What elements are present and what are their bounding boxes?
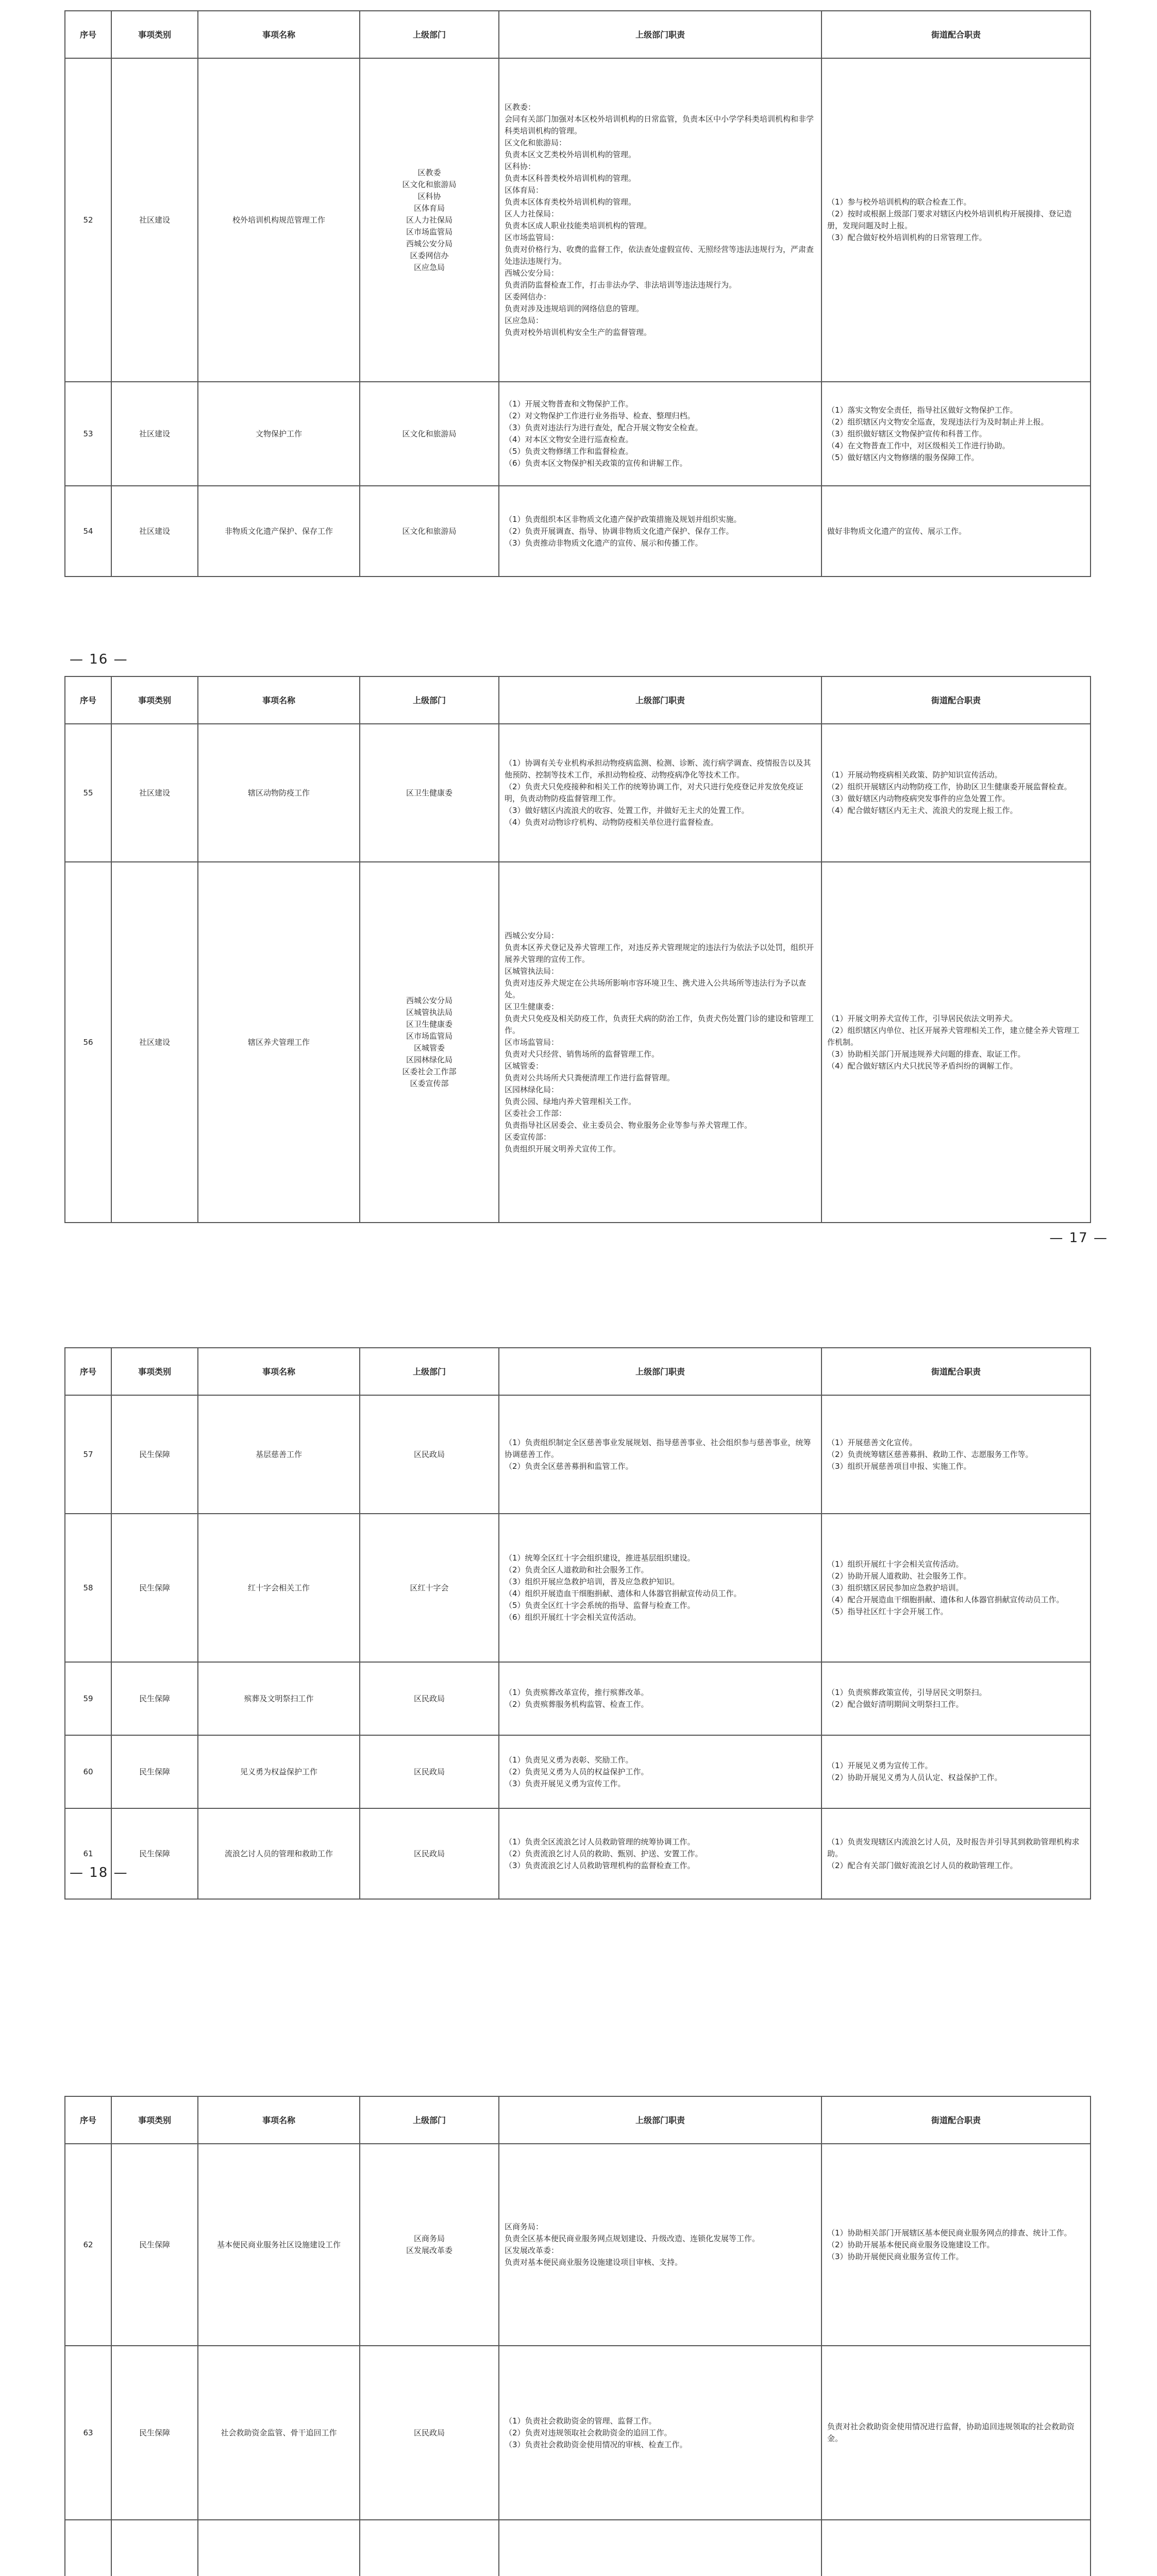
text-line: （3）组织做好辖区文物保护宣传和科普工作。: [827, 429, 987, 438]
text-line: （1）开展文物普查和文物保护工作。: [505, 399, 633, 409]
text-line: 区委宣传部: [410, 1079, 449, 1088]
text-line: 区园林绿化局: [406, 1055, 452, 1064]
row-number-cell: 60: [65, 1735, 111, 1808]
text-line: （1）负责殡葬政策宣传，引导居民文明祭扫。: [827, 1688, 987, 1697]
text-line: 区教委: [417, 167, 441, 177]
category-cell: 社区建设: [111, 724, 198, 862]
text-line: （1）落实文物安全责任，指导社区做好文物保护工作。: [827, 405, 1018, 415]
superior-duty-cell: [499, 58, 821, 382]
table-row: [65, 724, 1091, 862]
text-line: （3）做好辖区内流浪犬的收容、处置工作，并做好无主犬的处置工作。: [505, 806, 749, 815]
street-duty-cell: [821, 2144, 1091, 2346]
text-line: 西城公安分局：: [505, 268, 559, 278]
text-line: 区文化和旅游局: [402, 429, 457, 438]
text-line: （2）协助开展基本便民商业服务设施建设工作。: [827, 2240, 995, 2249]
category-cell: 民生保障: [111, 1808, 198, 1899]
superior-duty-cell: [499, 2144, 821, 2346]
text-line: （3）负责流浪乞讨人员救助管理机构的监督检查工作。: [505, 1860, 695, 1870]
street-duty-cell: [821, 724, 1091, 862]
table-row: [65, 1662, 1091, 1735]
text-line: （2）协助开展见义勇为人员认定、权益保护工作。: [827, 1773, 1002, 1782]
text-line: 负责组织开展文明养犬宣传工作。: [505, 1144, 621, 1154]
text-line: （3）协助开展便民商业服务宣传工作。: [827, 2251, 964, 2261]
column-header: 事项类别: [111, 2096, 198, 2144]
text-line: 区发展改革委：: [505, 2246, 559, 2255]
column-header: 序号: [65, 2096, 111, 2144]
row-number-cell: 53: [65, 382, 111, 486]
page-number: — 18 —: [70, 1865, 128, 1880]
superior-duty-cell: [499, 1808, 821, 1899]
text-line: （3）做好辖区内动物疫病突发事件的应急处置工作。: [827, 794, 1010, 803]
column-header: 上级部门: [360, 676, 499, 724]
table-row: [65, 862, 1091, 1223]
street-duty-cell: [821, 1514, 1091, 1662]
text-line: 负责本区成人职业技能类培训机构的管理。: [505, 221, 652, 230]
text-line: （2）负责统筹辖区慈善募捐、救助工作、志愿服务工作等。: [827, 1449, 1033, 1459]
row-number-cell: 52: [65, 58, 111, 382]
text-line: 负责本区文艺类校外培训机构的管理。: [505, 150, 636, 159]
text-line: （3）负责推动非物质文化遗产的宣传、展示和传播工作。: [505, 538, 703, 548]
category-cell: 民生保障: [111, 1395, 198, 1514]
text-line: 西城公安分局：: [505, 930, 559, 940]
item-name-cell: 社会救助资金监管、骨干追回工作: [198, 2346, 360, 2520]
column-header: 街道配合职责: [821, 676, 1091, 724]
text-line: 区市场监管局: [406, 227, 452, 236]
text-line: （2）按时或根据上级部门要求对辖区内校外培训机构开展摸排、登记造册，发现问题及时上报。: [827, 209, 1072, 230]
column-header: 上级部门职责: [499, 1348, 821, 1395]
text-line: （5）负责全区红十字会系统的指导、监督与检查工作。: [505, 1601, 695, 1610]
text-line: 做好非物质文化遗产的宣传、展示工作。: [827, 526, 967, 536]
row-number-cell: 55: [65, 724, 111, 862]
street-duty-cell: [821, 2346, 1091, 2520]
street-duty-cell: [821, 1662, 1091, 1735]
responsibility-table: [64, 1347, 1091, 1900]
text-line: 区科协: [417, 191, 441, 201]
text-line: （1）负责社会救助资金的管理、监督工作。: [505, 2416, 657, 2426]
street-duty-cell: [821, 58, 1091, 382]
table-row: [65, 2144, 1091, 2346]
superior-duty-cell: [499, 724, 821, 862]
table-row: [65, 382, 1091, 486]
text-line: 区城管执法局: [406, 1008, 452, 1017]
text-line: 区城管委: [413, 1043, 445, 1053]
text-line: （2）负责开展调查、指导、协调非物质文化遗产保护、保存工作。: [505, 526, 734, 536]
text-line: 区科协：: [505, 162, 536, 171]
street-duty-cell: [821, 862, 1091, 1223]
text-line: （4）配合做好辖区内犬只扰民等矛盾纠纷的调解工作。: [827, 1061, 1018, 1071]
text-line: 负责对违反养犬规定在公共场所影响市容环境卫生、携犬进入公共场所等违法行为予以查处。: [505, 978, 807, 999]
text-line: 区委网信办：: [505, 292, 551, 301]
table-row: [65, 2346, 1091, 2520]
text-line: 负责对价格行为、收费的监督工作，依法查处虚假宣传、无照经营等违法违规行为，严肃查处违法违规行为。: [505, 245, 814, 266]
column-header: 事项类别: [111, 11, 198, 58]
text-line: 区发展改革委: [406, 2246, 452, 2255]
text-line: 区商务局: [413, 2234, 445, 2243]
text-line: 负责全区基本便民商业服务网点规划建设、升级改造、连锁化发展等工作。: [505, 2234, 760, 2243]
text-line: （2）对文物保护工作进行业务指导、检查、整理归档。: [505, 411, 695, 420]
text-line: 负责对校外培训机构安全生产的监督管理。: [505, 328, 652, 337]
text-line: （3）配合做好校外培训机构的日常管理工作。: [827, 233, 987, 242]
row-number-cell: 59: [65, 1662, 111, 1735]
text-line: 区民政局: [413, 1693, 445, 1703]
text-line: 区卫生健康委：: [505, 1002, 559, 1011]
text-line: （3）组织开展慈善项目申报、实施工作。: [827, 1461, 971, 1471]
text-line: 区民政局: [413, 1449, 445, 1459]
text-line: 区城管执法局：: [505, 966, 559, 976]
row-number-cell: 54: [65, 486, 111, 577]
column-header: 事项名称: [198, 676, 360, 724]
responsibility-table: [64, 10, 1091, 577]
superior-dept-cell: [360, 1514, 499, 1662]
superior-dept-cell: [360, 2520, 499, 2576]
row-number-cell: [65, 2520, 111, 2576]
text-line: （4）在文物普查工作中，对区级相关工作进行协助。: [827, 440, 1010, 450]
text-line: （1）开展慈善文化宣传。: [827, 1437, 917, 1447]
text-line: （2）负责全区慈善募捐和监管工作。: [505, 1461, 633, 1471]
superior-duty-cell: [499, 382, 821, 486]
column-header: 上级部门: [360, 1348, 499, 1395]
category-cell: 民生保障: [111, 1735, 198, 1808]
text-line: 区委社会工作部: [402, 1067, 457, 1076]
text-line: （3）协助相关部门开展违规养犬问题的排查、取证工作。: [827, 1049, 1026, 1059]
superior-dept-cell: [360, 2346, 499, 2520]
text-line: （5）指导社区红十字会开展工作。: [827, 1606, 948, 1616]
item-name-cell: 非物质文化遗产保护、保存工作: [198, 486, 360, 577]
superior-duty-cell: [499, 1662, 821, 1735]
text-line: 负责对社会救助资金使用情况进行监督，协助追回违规领取的社会救助资金。: [827, 2422, 1075, 2443]
text-line: 区体育局：: [505, 185, 544, 195]
text-line: 区园林绿化局：: [505, 1084, 559, 1094]
text-line: （1）协调有关专业机构承担动物疫病监测、检测、诊断、流行病学调查、疫情报告以及其他预防、控制等技术工作，承担动物检疫、动物疫病净化等技术工作。: [505, 758, 811, 779]
column-header: 事项名称: [198, 2096, 360, 2144]
text-line: （1）统筹全区红十字会组织建设，推进基层组织建设。: [505, 1553, 695, 1563]
text-line: 负责对涉及违规培训的网络信息的管理。: [505, 304, 644, 313]
text-line: （2）组织辖区内单位、社区开展养犬管理相关工作，建立健全养犬管理工作机制。: [827, 1025, 1080, 1047]
text-line: （2）负责全区人道救助和社会服务工作。: [505, 1565, 649, 1574]
item-name-cell: 文物保护工作: [198, 382, 360, 486]
text-line: （2）负责犬只免疫接种和相关工作的统筹协调工作，对犬只进行免疫登记并发放免疫证明，负责动物防疫监督管理工作。: [505, 782, 803, 803]
text-line: 西城公安分局: [406, 996, 452, 1005]
text-line: 区民政局: [413, 1767, 445, 1776]
street-duty-cell: [821, 2520, 1091, 2576]
text-line: 负责公园、绿地内养犬管理相关工作。: [505, 1096, 636, 1106]
row-number-cell: 62: [65, 2144, 111, 2346]
table-row: [65, 1395, 1091, 1514]
text-line: 区民政局: [413, 2428, 445, 2437]
table-header-row: [65, 11, 1091, 58]
superior-dept-cell: [360, 1662, 499, 1735]
item-name-cell: 流浪乞讨人员的管理和救助工作: [198, 1808, 360, 1899]
text-line: 负责对公共场所犬只粪便清理工作进行监督管理。: [505, 1073, 675, 1082]
street-duty-cell: [821, 1395, 1091, 1514]
superior-dept-cell: [360, 724, 499, 862]
table-header-row: [65, 2096, 1091, 2144]
superior-duty-cell: [499, 2520, 821, 2576]
item-name-cell: 红十字会相关工作: [198, 1514, 360, 1662]
street-duty-cell: [821, 1808, 1091, 1899]
text-line: （1）负责发现辖区内流浪乞讨人员，及时报告并引导其到救助管理机构求助。: [827, 1837, 1080, 1858]
responsibility-table: [64, 2096, 1091, 2576]
item-name-cell: 见义勇为权益保护工作: [198, 1735, 360, 1808]
superior-duty-cell: [499, 1395, 821, 1514]
item-name-cell: 辖区养犬管理工作: [198, 862, 360, 1223]
text-line: 区民政局: [413, 1849, 445, 1858]
item-name-cell: 殡葬及文明祭扫工作: [198, 1662, 360, 1735]
table-row: [65, 58, 1091, 382]
table-row: [65, 2520, 1091, 2576]
street-duty-cell: [821, 382, 1091, 486]
superior-duty-cell: [499, 2346, 821, 2520]
column-header: 事项类别: [111, 676, 198, 724]
item-name-cell: [198, 2520, 360, 2576]
text-line: （1）开展文明养犬宣传工作，引导居民依法文明养犬。: [827, 1013, 1018, 1023]
item-name-cell: 校外培训机构规范管理工作: [198, 58, 360, 382]
text-line: （1）负责全区流浪乞讨人员救助管理的统筹协调工作。: [505, 1837, 695, 1846]
text-line: （4）负责对动物诊疗机构、动物防疫相关单位进行监督检查。: [505, 818, 718, 827]
text-line: （1）参与校外培训机构的联合检查工作。: [827, 197, 971, 207]
street-duty-cell: [821, 486, 1091, 577]
text-line: 区红十字会: [410, 1583, 449, 1592]
text-line: 负责本区养犬登记及养犬管理工作，对违反养犬管理规定的违法行为依法予以处罚，组织开展养犬管理的宣传工作。: [505, 942, 814, 964]
text-line: （1）开展动物疫病相关政策、防护知识宣传活动。: [827, 770, 1002, 779]
superior-dept-cell: [360, 862, 499, 1223]
superior-dept-cell: [360, 2144, 499, 2346]
row-number-cell: 56: [65, 862, 111, 1223]
text-line: （4）对本区文物安全进行巡查检查。: [505, 435, 633, 444]
row-number-cell: 61: [65, 1808, 111, 1899]
superior-dept-cell: [360, 486, 499, 577]
text-line: 区委宣传部：: [505, 1132, 551, 1142]
text-line: 区人力社保局: [406, 215, 452, 225]
category-cell: 民生保障: [111, 1514, 198, 1662]
category-cell: 民生保障: [111, 2144, 198, 2346]
column-header: 街道配合职责: [821, 2096, 1091, 2144]
text-line: （1）负责殡葬改革宣传，推行殡葬改革。: [505, 1688, 649, 1697]
text-line: （1）协助相关部门开展辖区基本便民商业服务网点的排查、统计工作。: [827, 2228, 1072, 2238]
row-number-cell: 57: [65, 1395, 111, 1514]
table-row: [65, 1735, 1091, 1808]
page-number: — 16 —: [70, 652, 128, 667]
text-line: （3）组织辖区居民参加应急救护培训。: [827, 1583, 964, 1592]
text-line: 区应急局：: [505, 316, 544, 325]
text-line: （2）负责流浪乞讨人员的救助、甄别、护送、安置工作。: [505, 1849, 703, 1858]
text-line: 区体育局: [413, 203, 445, 213]
row-number-cell: 63: [65, 2346, 111, 2520]
text-line: （2）协助开展人道救助、社会服务工作。: [827, 1571, 971, 1581]
text-line: （3）负责对违法行为进行查处，配合开展文物安全检查。: [505, 423, 703, 432]
superior-duty-cell: [499, 1735, 821, 1808]
category-cell: 社区建设: [111, 382, 198, 486]
superior-dept-cell: [360, 1808, 499, 1899]
text-line: 会同有关部门加强对本区校外培训机构的日常监管，负责本区中小学学科类培训机构和非学科类培训机构的管理。: [505, 114, 814, 135]
text-line: （6）组织开展红十字会相关宣传活动。: [505, 1613, 641, 1622]
text-line: （5）做好辖区内文物修缮的服务保障工作。: [827, 452, 979, 462]
category-cell: 社区建设: [111, 486, 198, 577]
text-line: （2）组织开展辖区内动物防疫工作，协助区卫生健康委开展监督检查。: [827, 782, 1072, 791]
superior-dept-cell: [360, 1735, 499, 1808]
column-header: 上级部门职责: [499, 2096, 821, 2144]
column-header: 街道配合职责: [821, 11, 1091, 58]
text-line: 负责犬只免疫及相关防疫工作，负责狂犬病的防治工作，负责犬伤处置门诊的建设和管理工作。: [505, 1013, 814, 1035]
column-header: 街道配合职责: [821, 1348, 1091, 1395]
text-line: 区市场监管局：: [505, 233, 559, 242]
text-line: （2）负责见义勇为人员的权益保护工作。: [505, 1767, 649, 1776]
text-line: 区委网信办: [410, 250, 449, 260]
text-line: （2）配合有关部门做好流浪乞讨人员的救助管理工作。: [827, 1860, 1018, 1870]
text-line: 负责本区体育类校外培训机构的管理。: [505, 197, 636, 207]
superior-dept-cell: [360, 1395, 499, 1514]
superior-dept-cell: [360, 58, 499, 382]
text-line: （2）组织辖区内文物安全巡查，发现违法行为及时制止并上报。: [827, 417, 1049, 427]
text-line: （1）负责组织制定全区慈善事业发展规划、指导慈善事业、社会组织参与慈善事业，统筹协调慈善工作。: [505, 1437, 811, 1459]
column-header: 上级部门职责: [499, 676, 821, 724]
table-row: [65, 486, 1091, 577]
text-line: 区卫生健康委: [406, 788, 452, 798]
text-line: 区文化和旅游局: [402, 526, 457, 536]
text-line: 区商务局：: [505, 2222, 544, 2231]
text-line: （4）组织开展造血干细胞捐献、遗体和人体器官捐献宣传动员工作。: [505, 1589, 742, 1598]
text-line: 区市场监管局: [406, 1031, 452, 1041]
text-line: 区文化和旅游局：: [505, 138, 567, 147]
text-line: （4）配合开展造血干细胞捐献、遗体和人体器官捐献宣传动员工作。: [827, 1595, 1064, 1604]
column-header: 事项名称: [198, 1348, 360, 1395]
item-name-cell: 基本便民商业服务社区设施建设工作: [198, 2144, 360, 2346]
column-header: 上级部门职责: [499, 11, 821, 58]
superior-duty-cell: [499, 862, 821, 1223]
text-line: （1）负责组织本区非物质文化遗产保护政策措施及规划并组织实施。: [505, 514, 742, 524]
text-line: 区文化和旅游局: [402, 179, 457, 189]
text-line: 区市场监管局：: [505, 1037, 559, 1047]
text-line: 负责指导社区居委会、业主委员会、物业服务企业等参与养犬管理工作。: [505, 1120, 752, 1130]
column-header: 上级部门: [360, 2096, 499, 2144]
superior-duty-cell: [499, 1514, 821, 1662]
superior-dept-cell: [360, 382, 499, 486]
item-name-cell: 基层慈善工作: [198, 1395, 360, 1514]
category-cell: 民生保障: [111, 2346, 198, 2520]
text-line: （3）负责开展见义勇为宣传工作。: [505, 1778, 626, 1788]
item-name-cell: 辖区动物防疫工作: [198, 724, 360, 862]
text-line: 区卫生健康委: [406, 1020, 452, 1029]
table-header-row: [65, 1348, 1091, 1395]
text-line: （1）组织开展红十字会相关宣传活动。: [827, 1559, 964, 1569]
category-cell: 社区建设: [111, 58, 198, 382]
text-line: （4）配合做好辖区内无主犬、流浪犬的发现上报工作。: [827, 806, 1018, 815]
text-line: （6）负责本区文物保护相关政策的宣传和讲解工作。: [505, 459, 688, 468]
table-header-row: [65, 676, 1091, 724]
text-line: 区教委：: [505, 103, 536, 112]
text-line: 西城公安分局: [406, 239, 452, 248]
text-line: （1）开展见义勇为宣传工作。: [827, 1761, 933, 1770]
text-line: （5）负责文物修缮工作和监督检查。: [505, 447, 633, 456]
column-header: 事项类别: [111, 1348, 198, 1395]
text-line: 区人力社保局：: [505, 209, 559, 218]
text-line: （3）组织开展应急救护培训，普及应急救护知识。: [505, 1577, 680, 1586]
column-header: 序号: [65, 1348, 111, 1395]
column-header: 序号: [65, 676, 111, 724]
page-number: — 17 —: [1049, 1230, 1108, 1246]
category-cell: 社区建设: [111, 862, 198, 1223]
text-line: （3）负责社会救助资金使用情况的审核、检查工作。: [505, 2439, 688, 2449]
text-line: 负责消防监督检查工作，打击非法办学、非法培训等违法违规行为。: [505, 280, 737, 290]
text-line: （2）负责殡葬服务机构监管、检查工作。: [505, 1700, 649, 1709]
table-row: [65, 1808, 1091, 1899]
table-row: [65, 1514, 1091, 1662]
text-line: （2）配合做好清明期间文明祭扫工作。: [827, 1700, 964, 1709]
street-duty-cell: [821, 1735, 1091, 1808]
superior-duty-cell: [499, 486, 821, 577]
text-line: 负责对基本便民商业服务设施建设项目审核、支持。: [505, 2258, 683, 2267]
text-line: 区城管委：: [505, 1061, 544, 1071]
category-cell: 民生保障: [111, 1662, 198, 1735]
text-line: 负责本区科普类校外培训机构的管理。: [505, 174, 636, 183]
column-header: 上级部门: [360, 11, 499, 58]
text-line: （1）负责见义勇为表彰、奖励工作。: [505, 1755, 633, 1765]
column-header: 序号: [65, 11, 111, 58]
text-line: （2）负责对违规领取社会救助资金的追回工作。: [505, 2428, 672, 2437]
text-line: 负责对犬只经营、销售场所的监督管理工作。: [505, 1049, 660, 1059]
text-line: 区应急局: [413, 262, 445, 272]
text-line: 区委社会工作部：: [505, 1108, 567, 1118]
column-header: 事项名称: [198, 11, 360, 58]
row-number-cell: 58: [65, 1514, 111, 1662]
category-cell: [111, 2520, 198, 2576]
responsibility-table: [64, 676, 1091, 1223]
